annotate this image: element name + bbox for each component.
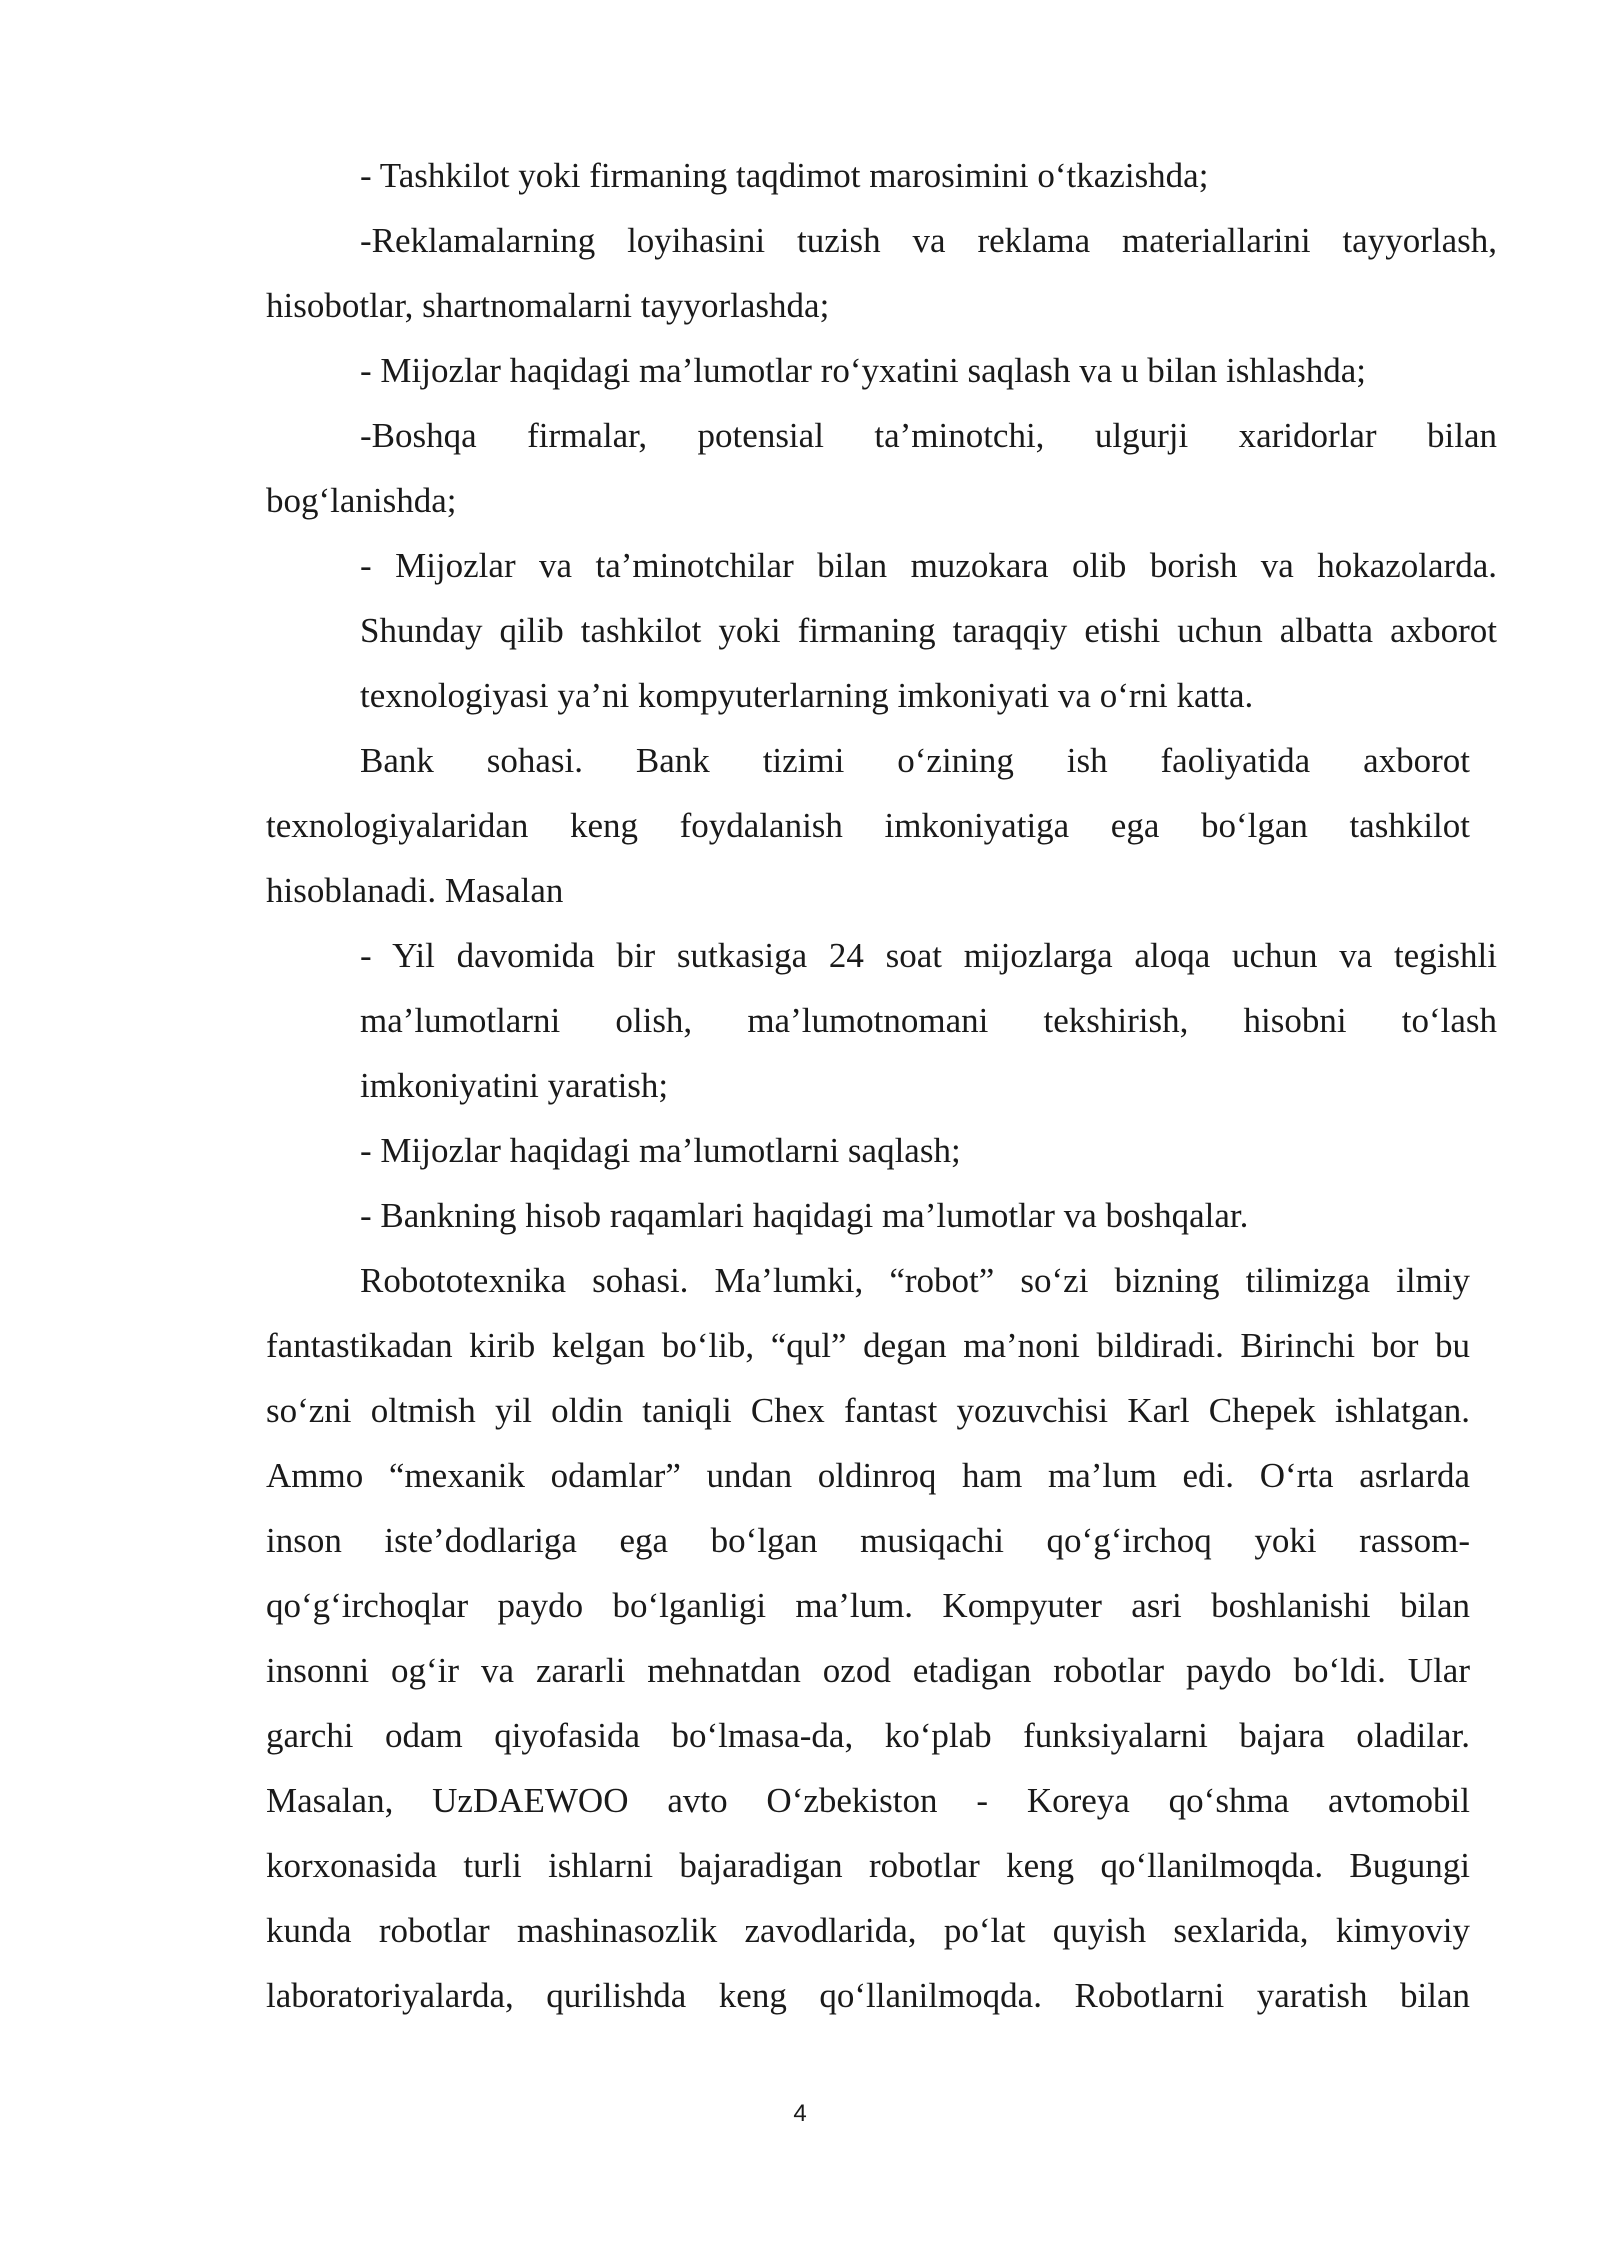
text-line: - Mijozlar haqidagi ma’lumotlarni saqlash;: [360, 1131, 961, 1170]
text-line: Bank sohasi. Bank tizimi o‘zining ish faoliyatida axborot: [360, 741, 1470, 780]
text-line: - Tashkilot yoki firmaning taqdimot marosimini o‘tkazishda;: [360, 156, 1209, 195]
text-line: korxonasida turli ishlarni bajaradigan robotlar keng qo‘llanilmoqda. Bugungi: [266, 1846, 1470, 1885]
text-line: inson iste’dodlariga ega bo‘lgan musiqachi qo‘g‘irchoq yoki rassom-: [266, 1521, 1470, 1560]
text-line: texnologiyasi ya’ni kompyuterlarning imkoniyati va o‘rni katta.: [360, 676, 1254, 715]
text-line: bog‘lanishda;: [266, 481, 457, 520]
text-line: Ammo “mexanik odamlar” undan oldinroq ham ma’lum edi. O‘rta asrlarda: [266, 1456, 1470, 1495]
text-line: imkoniyatini yaratish;: [360, 1066, 669, 1105]
text-line: insonni og‘ir va zararli mehnatdan ozod etadigan robotlar paydo bo‘ldi. Ular: [266, 1651, 1470, 1690]
text-line: -Boshqa firmalar, potensial ta’minotchi, ulgurji xaridorlar bilan: [360, 416, 1497, 455]
text-line: ma’lumotlarni olish, ma’lumotnomani tekshirish, hisobni to‘lash: [360, 1001, 1497, 1040]
text-line: texnologiyalaridan keng foydalanish imkoniyatiga ega bo‘lgan tashkilot: [266, 806, 1470, 845]
text-line: fantastikadan kirib kelgan bo‘lib, “qul” degan ma’noni bildiradi. Birinchi bor bu: [266, 1326, 1470, 1365]
page-number: 4: [793, 2100, 807, 2127]
text-line: hisobotlar, shartnomalarni tayyorlashda;: [266, 286, 830, 325]
text-line: laboratoriyalarda, qurilishda keng qo‘llanilmoqda. Robotlarni yaratish bilan: [266, 1976, 1470, 2015]
text-line: qo‘g‘irchoqlar paydo bo‘lganligi ma’lum. Kompyuter asri boshlanishi bilan: [266, 1586, 1470, 1625]
text-line: - Mijozlar haqidagi ma’lumotlar ro‘yxatini saqlash va u bilan ishlashda;: [360, 351, 1366, 390]
text-line: - Mijozlar va ta’minotchilar bilan muzokara olib borish va hokazolarda.: [360, 546, 1497, 585]
text-line: hisoblanadi. Masalan: [266, 871, 564, 910]
text-line: - Yil davomida bir sutkasiga 24 soat mijozlarga aloqa uchun va tegishli: [360, 936, 1497, 975]
text-line: Robototexnika sohasi. Ma’lumki, “robot” so‘zi bizning tilimizga ilmiy: [360, 1261, 1470, 1300]
text-line: garchi odam qiyofasida bo‘lmasa-da, ko‘plab funksiyalarni bajara oladilar.: [266, 1716, 1470, 1755]
text-line: so‘zni oltmish yil oldin taniqli Chex fantast yozuvchisi Karl Chepek ishlatgan.: [266, 1391, 1470, 1430]
text-line: Masalan, UzDAEWOO avto O‘zbekiston - Koreya qo‘shma avtomobil: [266, 1781, 1470, 1820]
text-line: kunda robotlar mashinasozlik zavodlarida, po‘lat quyish sexlarida, kimyoviy: [266, 1911, 1470, 1950]
text-line: Shunday qilib tashkilot yoki firmaning taraqqiy etishi uchun albatta axborot: [360, 611, 1497, 650]
text-line: - Bankning hisob raqamlari haqidagi ma’lumotlar va boshqalar.: [360, 1196, 1249, 1235]
text-line: -Reklamalarning loyihasini tuzish va reklama materiallarini tayyorlash,: [360, 221, 1497, 260]
